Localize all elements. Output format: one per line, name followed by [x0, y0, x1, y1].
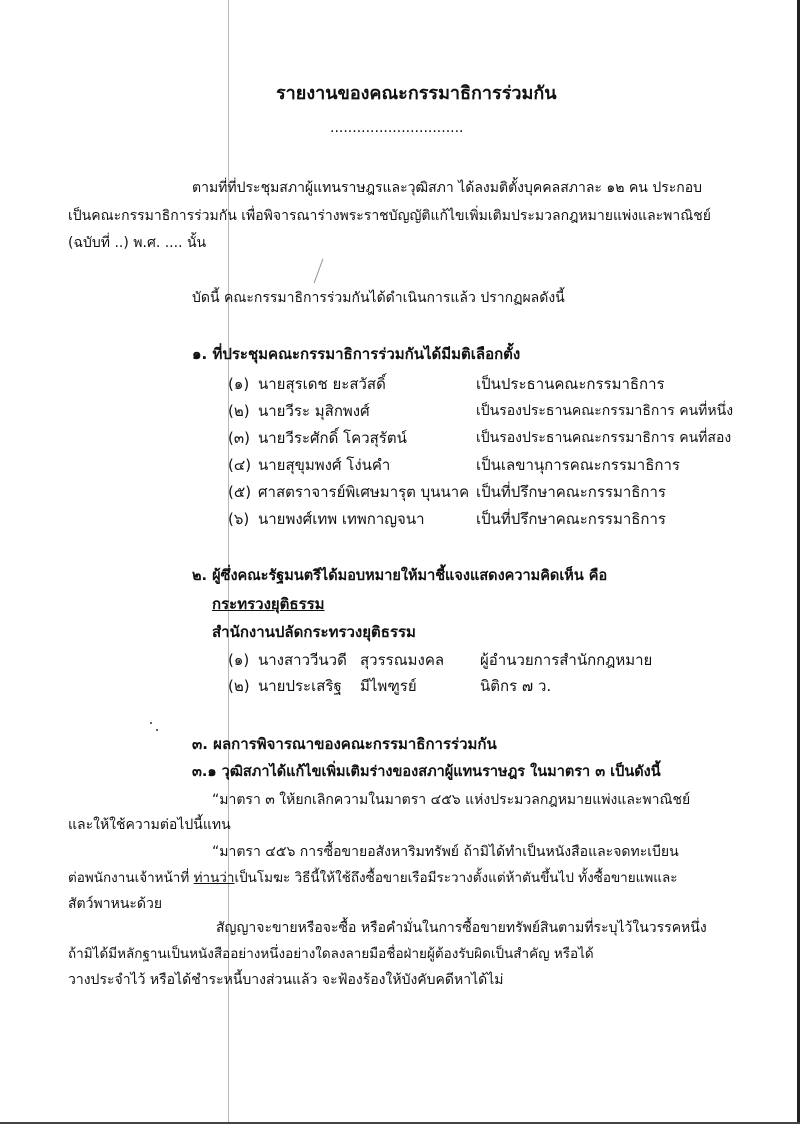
official-surname: สุวรรณมงคล [360, 651, 445, 669]
member-name: นายพงศ์เทพ เทพกาญจนา [258, 510, 425, 528]
member-role: เป็นรองประธานคณะกรรมาธิการ คนที่สอง [476, 430, 732, 446]
article-456-text-b: เป็นโมฆะ วิธีนี้ให้ใช้ถึงซื้อขายเรือมีระวางตั้งแต่ห้าตันขึ้นไป ทั้งซื้อขายแพและ [234, 870, 678, 886]
member-name: นายวีระ มุสิกพงศ์ [258, 402, 370, 420]
section-3-1-heading: ๓.๑ วุฒิสภาได้แก้ไขเพิ่มเติมร่างของสภาผู้แทนราษฎร ในมาตรา ๓ เป็นดังนี้ [192, 764, 661, 780]
intro-line-1: ตามที่ที่ประชุมสภาผู้แทนราษฎรและวุฒิสภา ได้ลงมติตั้งบุคคลสภาละ ๑๒ คน ประกอบ [192, 180, 703, 196]
ministry-name: กระทรวงยุติธรรม [212, 595, 325, 613]
article-456-para-2-line-3: วางประจำไว้ หรือได้ชำระหนี้บางส่วนแล้ว จะฟ้องร้องให้บังคับคดีหาได้ไม่ [68, 972, 504, 988]
article-456-line-3: สัตว์พาหนะด้วย [68, 896, 163, 912]
page-title: รายงานของคณะกรรมาธิการร่วมกัน [276, 83, 557, 104]
official-surname: มีไพฑูรย์ [360, 677, 417, 695]
official-number: (๒) [228, 677, 250, 695]
scan-mark [314, 259, 324, 284]
section-1-heading: ๑. ที่ประชุมคณะกรรมาธิการร่วมกันได้มีมติเลือกตั้ง [192, 345, 521, 363]
official-name: นางสาววีนวดี [258, 651, 347, 669]
member-role: เป็นที่ปรึกษาคณะกรรมาธิการ [476, 483, 666, 501]
intro-line-3: (ฉบับที่ ..) พ.ศ. .... นั้น [68, 235, 207, 251]
member-number: (๕) [228, 483, 252, 501]
member-number: (๒) [228, 402, 250, 420]
section-2-heading: ๒. ผู้ซึ่งคณะรัฐมนตรีได้มอบหมายให้มาชี้แจงแสดงความคิดเห็น คือ [192, 568, 608, 584]
member-role: เป็นรองประธานคณะกรรมาธิการ คนที่หนึ่ง [476, 403, 734, 419]
official-position: ผู้อำนวยการสำนักกฎหมาย [480, 651, 653, 669]
article-456-text-a: ต่อพนักงานเจ้าหน้าที่ [68, 870, 190, 886]
status-line: บัดนี้ คณะกรรมาธิการร่วมกันได้ดำเนินการแล้ว ปรากฏผลดังนี้ [192, 290, 565, 306]
article-3-line-2: และให้ใช้ความต่อไปนี้แทน [68, 817, 231, 833]
section-3-heading: ๓. ผลการพิจารณาของคณะกรรมาธิการร่วมกัน [192, 735, 497, 753]
office-name: สำนักงานปลัดกระทรวงยุติธรรม [212, 623, 416, 641]
article-456-underlined-term: ท่านว่า [193, 870, 235, 886]
official-name: นายประเสริฐ [258, 677, 342, 695]
member-number: (๖) [228, 510, 250, 528]
article-456-line-1: “มาตรา ๔๕๖ การซื้อขายอสังหาริมทรัพย์ ถ้ามิได้ทำเป็นหนังสือและจดทะเบียน [212, 844, 679, 860]
member-number: (๑) [228, 375, 250, 393]
member-number: (๓) [228, 429, 250, 447]
official-position: นิติกร ๗ ว. [480, 677, 552, 695]
scan-speck [156, 729, 158, 731]
member-name: นายสุรเดช ยะสวัสดิ์ [258, 375, 386, 393]
member-number: (๔) [228, 456, 252, 474]
title-dots: .............................. [330, 120, 464, 136]
scan-speck [150, 722, 152, 724]
article-3-line-1: “มาตรา ๓ ให้ยกเลิกความในมาตรา ๔๕๖ แห่งประมวลกฎหมายแพ่งและพาณิชย์ [212, 792, 691, 808]
official-number: (๑) [228, 651, 250, 669]
member-role: เป็นเลขานุการคณะกรรมาธิการ [476, 456, 680, 474]
article-456-line-2 [68, 868, 677, 888]
member-name: นายวีระศักดิ์ โควสุรัตน์ [258, 429, 407, 447]
member-role: เป็นที่ปรึกษาคณะกรรมาธิการ [476, 510, 666, 528]
article-456-para-2-line-2: ถ้ามิได้มีหลักฐานเป็นหนังสืออย่างหนึ่งอย่างใดลงลายมือชื่อฝ่ายผู้ต้องรับผิดเป็นสำคัญ หรือได้ [68, 946, 594, 962]
member-name: ศาสตราจารย์พิเศษมารุต บุนนาค [258, 483, 470, 501]
article-456-para-2-line-1: สัญญาจะขายหรือจะซื้อ หรือคำมั่นในการซื้อขายทรัพย์สินตามที่ระบุไว้ในวรรคหนึ่ง [216, 920, 707, 936]
member-name: นายสุขุมพงศ์ โง่นคำ [258, 456, 391, 474]
member-role: เป็นประธานคณะกรรมาธิการ [476, 375, 665, 393]
intro-line-2: เป็นคณะกรรมาธิการร่วมกัน เพื่อพิจารณาร่างพระราชบัญญัติแก้ไขเพิ่มเติมประมวลกฎหมายแพ่งและพาณิชย์ [68, 208, 711, 224]
